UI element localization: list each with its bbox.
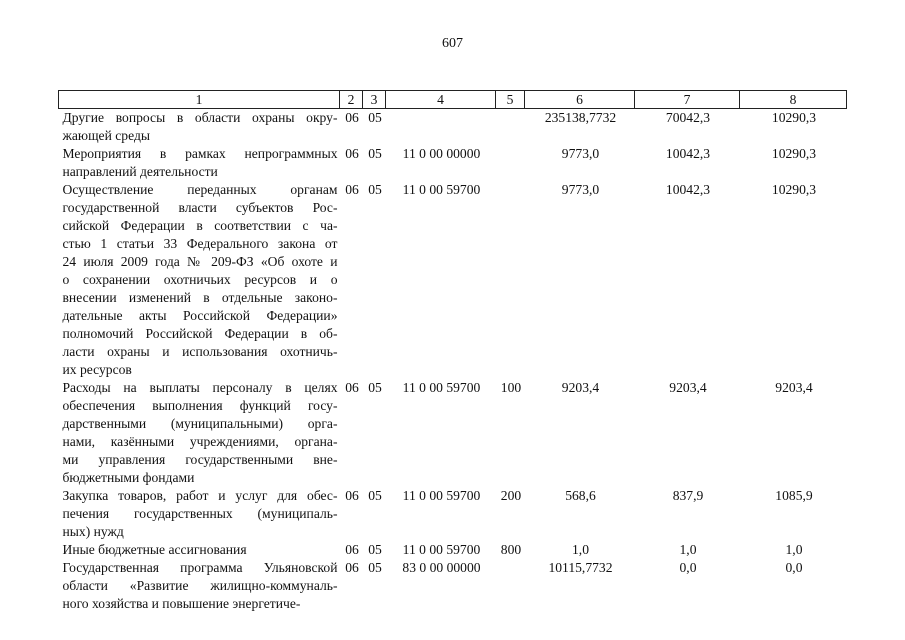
row-name-line: дательные акты Российской Федерации»	[62, 308, 338, 323]
amount-col-6: 9203,4	[561, 380, 600, 395]
amount-col-7: 0,0	[679, 560, 697, 575]
row-name	[59, 181, 340, 379]
section-code: 06	[345, 380, 359, 395]
amount-col-6: 1,0	[572, 542, 589, 557]
column-header: 7	[635, 91, 740, 109]
row-name-line: Осуществление переданных органам	[62, 182, 338, 197]
row-name-line: направлений деятельности	[62, 164, 218, 179]
row-name	[59, 109, 340, 146]
row-name	[59, 379, 340, 487]
row-name-line: государственной власти субъектов Рос-	[62, 200, 338, 215]
row-name	[59, 559, 340, 613]
amount-col-6: 9773,0	[561, 182, 600, 197]
row-name-line: Другие вопросы в области охраны окру-	[62, 110, 338, 125]
expense-type-code: 800	[500, 542, 522, 557]
column-header: 8	[740, 91, 847, 109]
column-header: 4	[386, 91, 496, 109]
amount-col-7: 10042,3	[665, 146, 711, 161]
amount-col-8: 1085,9	[775, 488, 813, 503]
budget-table	[58, 90, 847, 613]
row-name-line: ного хозяйства и повышение энергетиче-	[62, 596, 301, 611]
amount-col-7: 70042,3	[665, 110, 711, 125]
header-row	[59, 91, 847, 109]
column-header: 2	[340, 91, 363, 109]
section-code: 06	[345, 560, 359, 575]
expense-type-code	[496, 145, 525, 181]
row-name-line: их ресурсов	[62, 362, 132, 377]
row-name-line: стью 1 статьи 33 Федерального закона от	[62, 236, 338, 251]
target-article-code: 11 0 00 59700	[402, 380, 481, 395]
target-article-code: 11 0 00 59700	[402, 542, 481, 557]
target-article-code: 83 0 00 00000	[402, 560, 481, 575]
section-code: 06	[345, 110, 359, 125]
section-code: 06	[345, 542, 359, 557]
row-name-line: 24 июля 2009 года № 209-ФЗ «Об охоте и	[62, 254, 338, 269]
row-name-line: бюджетными фондами	[62, 470, 195, 485]
row-name-line: сийской Федерации в соответствии с ча-	[62, 218, 338, 233]
row-name	[59, 541, 340, 559]
table-row	[59, 559, 847, 613]
row-name-line: жающей среды	[62, 128, 150, 143]
row-name-line: о сохранении охотничьих ресурсов и о	[62, 272, 338, 287]
amount-col-8: 1,0	[785, 542, 803, 557]
row-name-line: нами, казёнными учреждениями, органа-	[62, 434, 338, 449]
subsection-code: 05	[368, 380, 382, 395]
expense-type-code	[496, 109, 525, 146]
subsection-code: 05	[368, 542, 382, 557]
table-row	[59, 541, 847, 559]
amount-col-7: 837,9	[672, 488, 704, 503]
amount-col-8: 9203,4	[775, 380, 813, 395]
section-code: 06	[345, 488, 359, 503]
column-header: 6	[525, 91, 635, 109]
expense-type-code: 200	[500, 488, 522, 503]
subsection-code: 05	[368, 110, 382, 125]
target-article-code: 11 0 00 59700	[402, 182, 481, 197]
target-article-code	[386, 109, 496, 146]
table-row	[59, 145, 847, 181]
row-name	[59, 145, 340, 181]
row-name-line: Расходы на выплаты персоналу в целях	[62, 380, 338, 395]
amount-col-6: 9773,0	[561, 146, 600, 161]
row-name-line: Мероприятия в рамках непрограммных	[62, 146, 338, 161]
table-row	[59, 379, 847, 487]
expense-type-code: 100	[500, 380, 522, 395]
column-header: 1	[59, 91, 340, 109]
row-name-line: области «Развитие жилищно-коммуналь-	[62, 578, 338, 593]
row-name-line: обеспечения выполнения функций госу-	[62, 398, 338, 413]
row-name-line: ласти охраны и использования охотничь-	[62, 344, 338, 359]
row-name	[59, 487, 340, 541]
row-name-line: Государственная программа Ульяновской	[62, 560, 338, 575]
table-row	[59, 109, 847, 146]
subsection-code: 05	[368, 488, 382, 503]
section-code: 06	[345, 146, 359, 161]
row-name-line: Иные бюджетные ассигнования	[62, 542, 247, 557]
page-number: 607	[442, 36, 463, 51]
target-article-code: 11 0 00 59700	[402, 488, 481, 503]
amount-col-8: 10290,3	[771, 182, 817, 197]
amount-col-6: 10115,7732	[548, 560, 613, 575]
row-name-line: печения государственных (муниципаль-	[62, 506, 338, 521]
row-name-line: ных) нужд	[62, 524, 124, 539]
subsection-code: 05	[368, 146, 382, 161]
amount-col-8: 10290,3	[771, 110, 817, 125]
subsection-code: 05	[368, 560, 382, 575]
amount-col-6: 568,6	[565, 488, 596, 503]
amount-col-7: 9203,4	[669, 380, 707, 395]
expense-type-code	[496, 181, 525, 379]
table-row	[59, 487, 847, 541]
row-name-line: внесении изменений в отдельные законо-	[62, 290, 338, 305]
expense-type-code	[496, 559, 525, 613]
subsection-code: 05	[368, 182, 382, 197]
column-header: 5	[496, 91, 525, 109]
column-header: 3	[363, 91, 386, 109]
target-article-code: 11 0 00 00000	[402, 146, 481, 161]
amount-col-8: 0,0	[785, 560, 803, 575]
row-name-line: Закупка товаров, работ и услуг для обес-	[62, 488, 338, 503]
table-row	[59, 181, 847, 379]
row-name-line: дарственными (муниципальными) орга-	[62, 416, 338, 431]
amount-col-6: 235138,7732	[544, 110, 617, 125]
amount-col-7: 1,0	[679, 542, 697, 557]
amount-col-8: 10290,3	[771, 146, 817, 161]
row-name-line: ми управления государственными вне-	[62, 452, 338, 467]
amount-col-7: 10042,3	[665, 182, 711, 197]
section-code: 06	[345, 182, 359, 197]
row-name-line: полномочий Российской Федерации в об-	[62, 326, 338, 341]
